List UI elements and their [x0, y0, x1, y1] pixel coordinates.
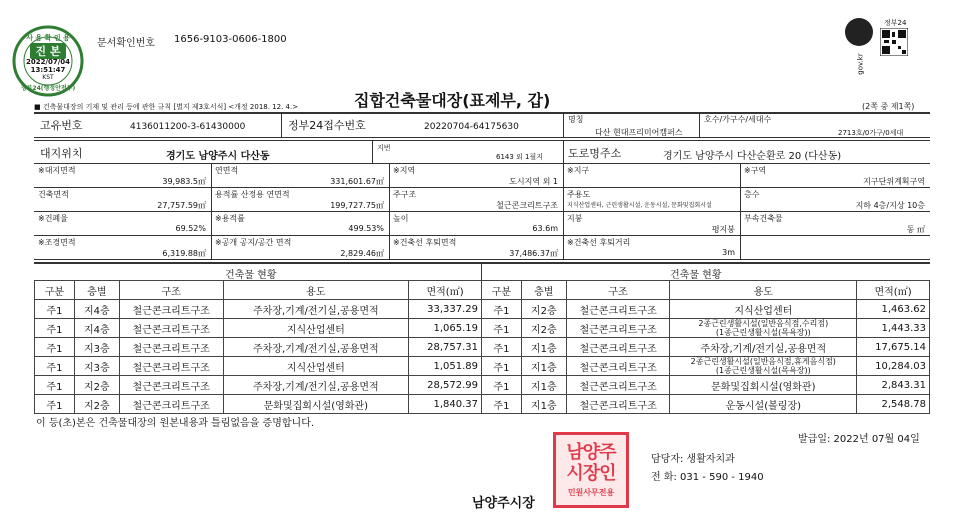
unique-no-label: 고유번호: [40, 119, 83, 132]
units-value: 2713호/0가구/0세대: [838, 129, 904, 137]
grid-cell-label: ※건축선 후퇴거리: [567, 238, 631, 247]
use-line-1: 2종근린생활시설(일반음식점,휴게음식점): [690, 357, 836, 366]
units-label: 호수/가구수/세대수: [704, 115, 772, 124]
grid-cell-value: 동 ㎡: [906, 225, 925, 234]
table-cell-use: 운동시설(볼링장): [670, 395, 857, 414]
grid-cell-label: ※구역: [744, 166, 767, 175]
table-row: [35, 319, 482, 338]
table-cell-structure: 철근콘크리트구조: [566, 338, 670, 357]
grid-cell-label: ※공개 공지/공간 면적: [215, 238, 292, 247]
seal-date: 2022/07/04: [25, 58, 71, 66]
seal-big-text: 진 본: [30, 43, 66, 59]
seal-arc-text: 사 용 확 인 용: [26, 34, 70, 42]
table-cell-type: 주1: [482, 338, 522, 357]
table-cell-area: 28,572.99: [409, 376, 482, 395]
location-label: 대지위치: [40, 147, 83, 160]
column-header: 층별: [521, 281, 566, 300]
table-cell-area: 1,065.19: [409, 319, 482, 338]
column-header: 면적(㎡): [409, 281, 482, 300]
grid-rule: [211, 163, 212, 259]
certify-text: 이 등(초)본은 건축물대장의 원본내용과 틀림없음을 증명합니다.: [36, 418, 315, 429]
grid-cell-label: ※조경면적: [38, 238, 76, 247]
table-cell-use: 지식산업센터: [223, 357, 409, 376]
grid-cell-value: 철근콘크리트구조: [496, 201, 558, 210]
name-value: 다산 현대프리미어캠퍼스: [595, 128, 683, 137]
grid-rule: [34, 187, 930, 188]
grid-cell-value: 평지붕: [711, 225, 735, 234]
page-info: (2쪽 중 제1쪽): [862, 102, 915, 111]
table-cell-type: 주1: [35, 300, 75, 319]
lot-label: 지번: [377, 144, 391, 152]
grid-cell-value: 27,757.59㎡: [157, 201, 206, 210]
use-line-2: (1종근린생활시설(목욕장)): [715, 366, 811, 375]
doc-confirm-number: 1656-9103-0606-1800: [174, 34, 287, 45]
grid-cell-value: 199,727.75㎡: [330, 201, 384, 210]
page-title: 집합건축물대장(표제부, 갑): [354, 91, 551, 110]
grid-cell-label: 연면적: [215, 166, 239, 175]
table-cell-structure: 철근콘크리트구조: [119, 395, 223, 414]
table-cell-structure: 철근콘크리트구조: [119, 376, 223, 395]
column-header: 용도: [670, 281, 857, 300]
table-cell-floor: 지1층: [521, 376, 566, 395]
table-cell-area: 17,675.14: [857, 338, 930, 357]
table-cell-area: 1,443.33: [857, 319, 930, 338]
grid-cell-value: 37,486.37㎡: [509, 249, 558, 258]
table-cell-type: 주1: [35, 376, 75, 395]
table-cell-floor: 지3층: [74, 357, 119, 376]
receipt-label: 정부24접수번호: [288, 119, 366, 132]
table-cell-area: 10,284.03: [857, 357, 930, 376]
lot-value: 6143 외 1필지: [496, 153, 544, 161]
contact-phone: 전 화: 031 - 590 - 1940: [651, 472, 764, 483]
table-cell-floor: 지4층: [74, 300, 119, 319]
grid-cell-value: 지하 4층/지상 10층: [855, 201, 925, 210]
grid-cell-value: 2,829.46㎡: [340, 249, 384, 258]
road-value: 경기도 남양주시 다산순환로 20 (다산동): [663, 151, 842, 162]
table-cell-floor: 지1층: [521, 357, 566, 376]
grid-cell-label: ※대지면적: [38, 166, 76, 175]
status-title-left: 건축물 현황: [225, 270, 277, 281]
table-cell-structure: 철근콘크리트구조: [566, 357, 670, 376]
issue-date: 발급일: 2022년 07월 04일: [798, 434, 920, 445]
building-status-table-left: [34, 280, 482, 414]
grid-cell-label: 높이: [393, 214, 409, 223]
table-cell-floor: 지4층: [74, 319, 119, 338]
table-cell-type: 주1: [35, 338, 75, 357]
table-cell-use: 주차장,기계/전기실,공용면적: [223, 300, 409, 319]
grid-cell-label: 용적률 산정용 연면적: [215, 190, 290, 199]
name-label: 명칭: [568, 115, 584, 124]
grid-rule: [34, 211, 930, 212]
gov24-url: gov.kr: [856, 53, 865, 75]
table-row: [482, 338, 930, 357]
grid-rule: [34, 235, 930, 236]
table-cell-structure: 철근콘크리트구조: [566, 319, 670, 338]
table-row: [35, 395, 482, 414]
grid-cell-value: 63.6m: [532, 224, 558, 233]
table-cell-type: 주1: [35, 357, 75, 376]
stamp-line-1: 남양주: [566, 442, 616, 463]
column-header: 구조: [119, 281, 223, 300]
gov24-logo: [845, 18, 873, 46]
grid-cell-value: 331,601.67㎡: [330, 177, 384, 186]
grid-cell-label: 주구조: [393, 190, 417, 199]
table-cell-structure: 철근콘크리트구조: [119, 357, 223, 376]
table-cell-structure: 철근콘크리트구조: [566, 395, 670, 414]
table-row: [35, 357, 482, 376]
seal-tz: KST: [42, 74, 54, 81]
grid-cell-value: 지구단위계획구역: [863, 177, 925, 186]
building-status-table-right: [481, 280, 930, 414]
grid-cell-value: 39,983.5㎡: [162, 177, 206, 186]
certification-seal: [12, 25, 84, 97]
grid-rule: [563, 163, 564, 259]
stamp-line-3: 민원사무전용: [567, 488, 615, 497]
grid-rule: [34, 259, 930, 260]
receipt-value: 20220704-64175630: [424, 122, 519, 132]
table-cell-use: 문화및집회시설(영화관): [670, 376, 857, 395]
table-cell-type: 주1: [482, 357, 522, 376]
grid-cell-value: 6,319.88㎡: [162, 249, 206, 258]
grid-cell-label: 건축면적: [38, 190, 69, 199]
table-cell-area: 33,337.29: [409, 300, 482, 319]
column-header: 용도: [223, 281, 409, 300]
table-cell-structure: 철근콘크리트구조: [566, 376, 670, 395]
table-cell-type: 주1: [482, 376, 522, 395]
table-cell-structure: 철근콘크리트구조: [119, 338, 223, 357]
stamp-line-2: 시장인: [566, 463, 616, 484]
column-header: 층별: [74, 281, 119, 300]
grid-rule: [740, 163, 741, 259]
status-title-right: 건축물 현황: [670, 270, 722, 281]
table-header-row: [482, 281, 930, 300]
table-cell-use: 주차장,기계/전기실,공용면적: [670, 338, 857, 357]
table-cell-area: 1,840.37: [409, 395, 482, 414]
grid-cell-value: 69.52%: [175, 224, 206, 233]
table-row: [482, 319, 930, 338]
grid-cell-value: 지식산업센터, 근린생활시설, 운동시설, 문화및집회시설: [567, 202, 712, 209]
gov24-label: 정부24: [884, 19, 907, 27]
table-cell-floor: 지1층: [521, 338, 566, 357]
grid-rule: [389, 163, 390, 259]
table-row: [35, 300, 482, 319]
road-label: 도로명주소: [568, 147, 622, 160]
use-line-2: (1종근린생활시설(목욕장)): [715, 328, 811, 337]
table-cell-type: 주1: [482, 395, 522, 414]
table-cell-use: 주차장,기계/전기실,공용면적: [223, 338, 409, 357]
table-cell-floor: 지2층: [521, 300, 566, 319]
official-stamp: [553, 432, 629, 508]
table-cell-type: 주1: [35, 395, 75, 414]
unique-no-value: 4136011200-3-61430000: [130, 122, 246, 132]
column-header: 구분: [35, 281, 75, 300]
table-cell-floor: 지2층: [74, 395, 119, 414]
table-row: [482, 395, 930, 414]
grid-cell-label: ※지역: [393, 166, 416, 175]
table-cell-type: 주1: [35, 319, 75, 338]
table-cell-structure: 철근콘크리트구조: [566, 300, 670, 319]
table-row: [35, 376, 482, 395]
table-cell-area: 2,548.78: [857, 395, 930, 414]
grid-cell-label: 층수: [744, 190, 760, 199]
column-header: 면적(㎡): [857, 281, 930, 300]
table-cell-structure: 철근콘크리트구조: [119, 300, 223, 319]
table-cell-floor: 지1층: [521, 395, 566, 414]
grid-cell-label: ※지구: [567, 166, 590, 175]
table-row: [482, 376, 930, 395]
seal-bottom-text: 정부24(행정안전부): [20, 85, 76, 92]
table-cell-area: 2,843.31: [857, 376, 930, 395]
issuer-name: 남양주시장: [472, 496, 535, 511]
table-cell-area: 28,757.31: [409, 338, 482, 357]
table-cell-floor: 지2층: [521, 319, 566, 338]
table-cell-floor: 지3층: [74, 338, 119, 357]
regulation-note: ■ 건축물대장의 기재 및 관리 등에 관한 규칙 [별지 제3호서식] <개정 2018. 12. 4.>: [34, 103, 299, 111]
grid-cell-label: ※건축선 후퇴면적: [393, 238, 457, 247]
table-cell-type: 주1: [482, 319, 522, 338]
table-cell-structure: 철근콘크리트구조: [119, 319, 223, 338]
table-cell-floor: 지2층: [74, 376, 119, 395]
table-cell-use: 지식산업센터: [670, 300, 857, 319]
doc-confirm-label: 문서확인번호: [97, 38, 155, 49]
table-cell-area: 1,463.62: [857, 300, 930, 319]
contact-dept: 담당자: 생활자치과: [651, 454, 735, 465]
seal-time: 13:51:47: [30, 66, 66, 74]
location-value: 경기도 남양주시 다산동: [166, 151, 270, 162]
table-cell-use: 주차장,기계/전기실,공용면적: [223, 376, 409, 395]
grid-cell-label: 주용도: [567, 190, 591, 199]
table-header-row: [35, 281, 482, 300]
table-cell-type: 주1: [482, 300, 522, 319]
grid-cell-label: ※건폐율: [38, 214, 68, 223]
table-row: [35, 338, 482, 357]
use-line-1: 2종근린생활시설(일반음식점,수리점): [698, 319, 829, 328]
table-cell-use: [670, 357, 857, 376]
table-cell-area: 1,051.89: [409, 357, 482, 376]
table-row: [482, 357, 930, 376]
grid-cell-label: ※용적률: [215, 214, 245, 223]
grid-cell-label: 지붕: [567, 214, 583, 223]
table-cell-use: 문화및집회시설(영화관): [223, 395, 409, 414]
column-header: 구조: [566, 281, 670, 300]
table-cell-use: 지식산업센터: [223, 319, 409, 338]
grid-cell-value: 3m: [722, 248, 735, 257]
table-row: [482, 300, 930, 319]
grid-cell-value: 499.53%: [348, 224, 384, 233]
qr-code-icon: [880, 28, 908, 56]
grid-cell-label: 부속건축물: [744, 214, 783, 223]
table-cell-use: [670, 319, 857, 338]
column-header: 구분: [482, 281, 522, 300]
grid-cell-value: 도시지역 외 1: [509, 177, 558, 186]
